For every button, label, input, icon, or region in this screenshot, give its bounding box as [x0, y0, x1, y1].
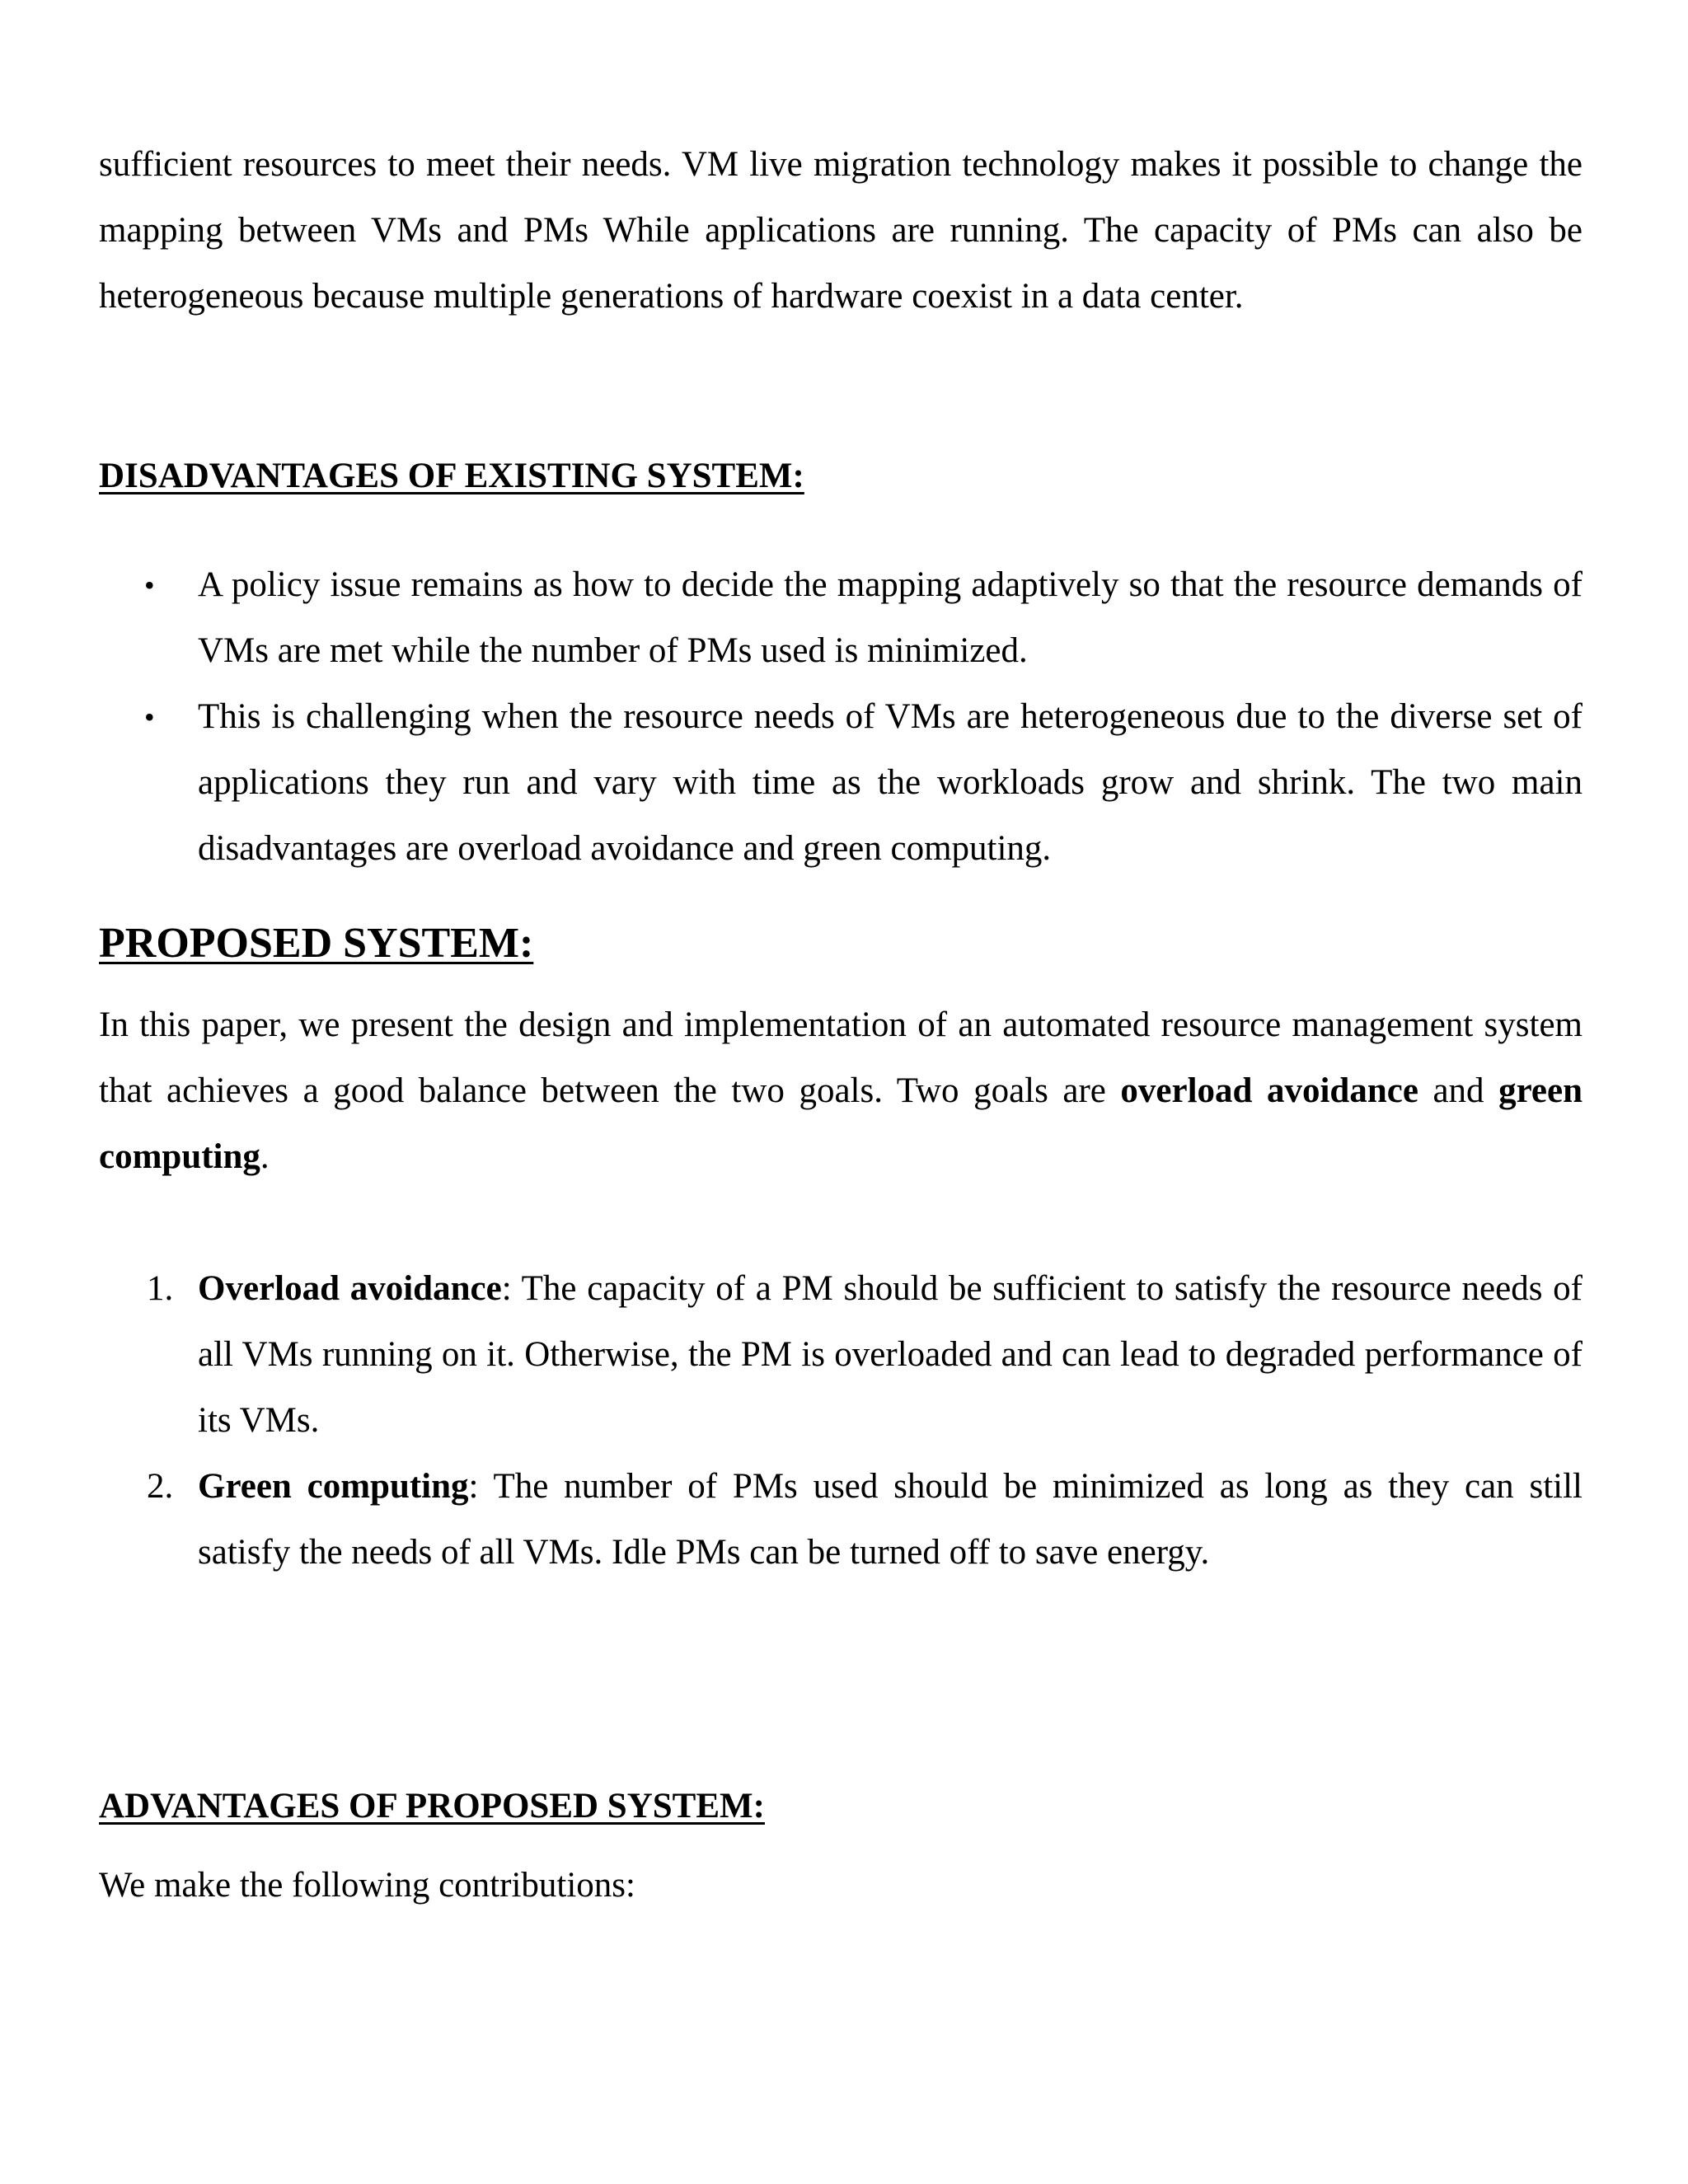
- list-item: [99, 1454, 1582, 1586]
- proposed-bold-2: green computing: [99, 1071, 1582, 1176]
- proposed-text-1: In this paper, we present the design and implementation of an automated resource management system that achieves a good balance between the two goals. Two goals are: [99, 1005, 1582, 1110]
- proposed-text-2: and: [1418, 1071, 1499, 1110]
- advantages-paragraph: We make the following contributions:: [99, 1866, 635, 1905]
- proposed-heading: PROPOSED SYSTEM:: [99, 920, 534, 967]
- list-item-text: : The number of PMs used should be minimized as long as they can still satisfy the needs of all VMs. Idle PMs can be turned off to save energy.: [198, 1467, 1582, 1572]
- list-item-text: This is challenging when the resource needs of VMs are heterogeneous due to the diverse set of applications they run and vary with time as the workloads grow and shrink. The two main disadvantages are overload avoidance and green computing.: [198, 697, 1582, 868]
- proposed-text-3: .: [260, 1137, 270, 1176]
- intro-paragraph: sufficient resources to meet their needs. VM live migration technology makes it possible to change the mapping between VMs and PMs While applications are running. The capacity of PMs can also be heterogeneous because multiple generations of hardware coexist in a data center.: [99, 145, 1582, 316]
- goals-list: [99, 1256, 1582, 1586]
- list-item-term: Overload avoidance: [198, 1269, 502, 1308]
- list-number: 1.: [147, 1269, 174, 1308]
- document-page: [99, 132, 1582, 1919]
- bullet-icon: •: [144, 701, 155, 733]
- list-item: [99, 552, 1582, 684]
- list-item: [99, 1256, 1582, 1454]
- disadvantages-heading: DISADVANTAGES OF EXISTING SYSTEM:: [99, 457, 804, 495]
- list-item-text: : The capacity of a PM should be sufficient to satisfy the resource needs of all VMs running on it. Otherwise, the PM is overloaded and can lead to degraded performance of its VMs.: [198, 1269, 1582, 1440]
- list-item-text: A policy issue remains as how to decide the mapping adaptively so that the resource demands of VMs are met while the number of PMs used is minimized.: [198, 565, 1582, 670]
- disadvantages-list: [99, 552, 1582, 882]
- proposed-bold-1: overload avoidance: [1120, 1071, 1418, 1110]
- advantages-heading: ADVANTAGES OF PROPOSED SYSTEM:: [99, 1787, 765, 1825]
- list-item-term: Green computing: [198, 1467, 469, 1506]
- bullet-icon: •: [144, 569, 155, 602]
- list-number: 2.: [147, 1467, 174, 1506]
- list-item: [99, 684, 1582, 882]
- proposed-paragraph: [99, 992, 1582, 1190]
